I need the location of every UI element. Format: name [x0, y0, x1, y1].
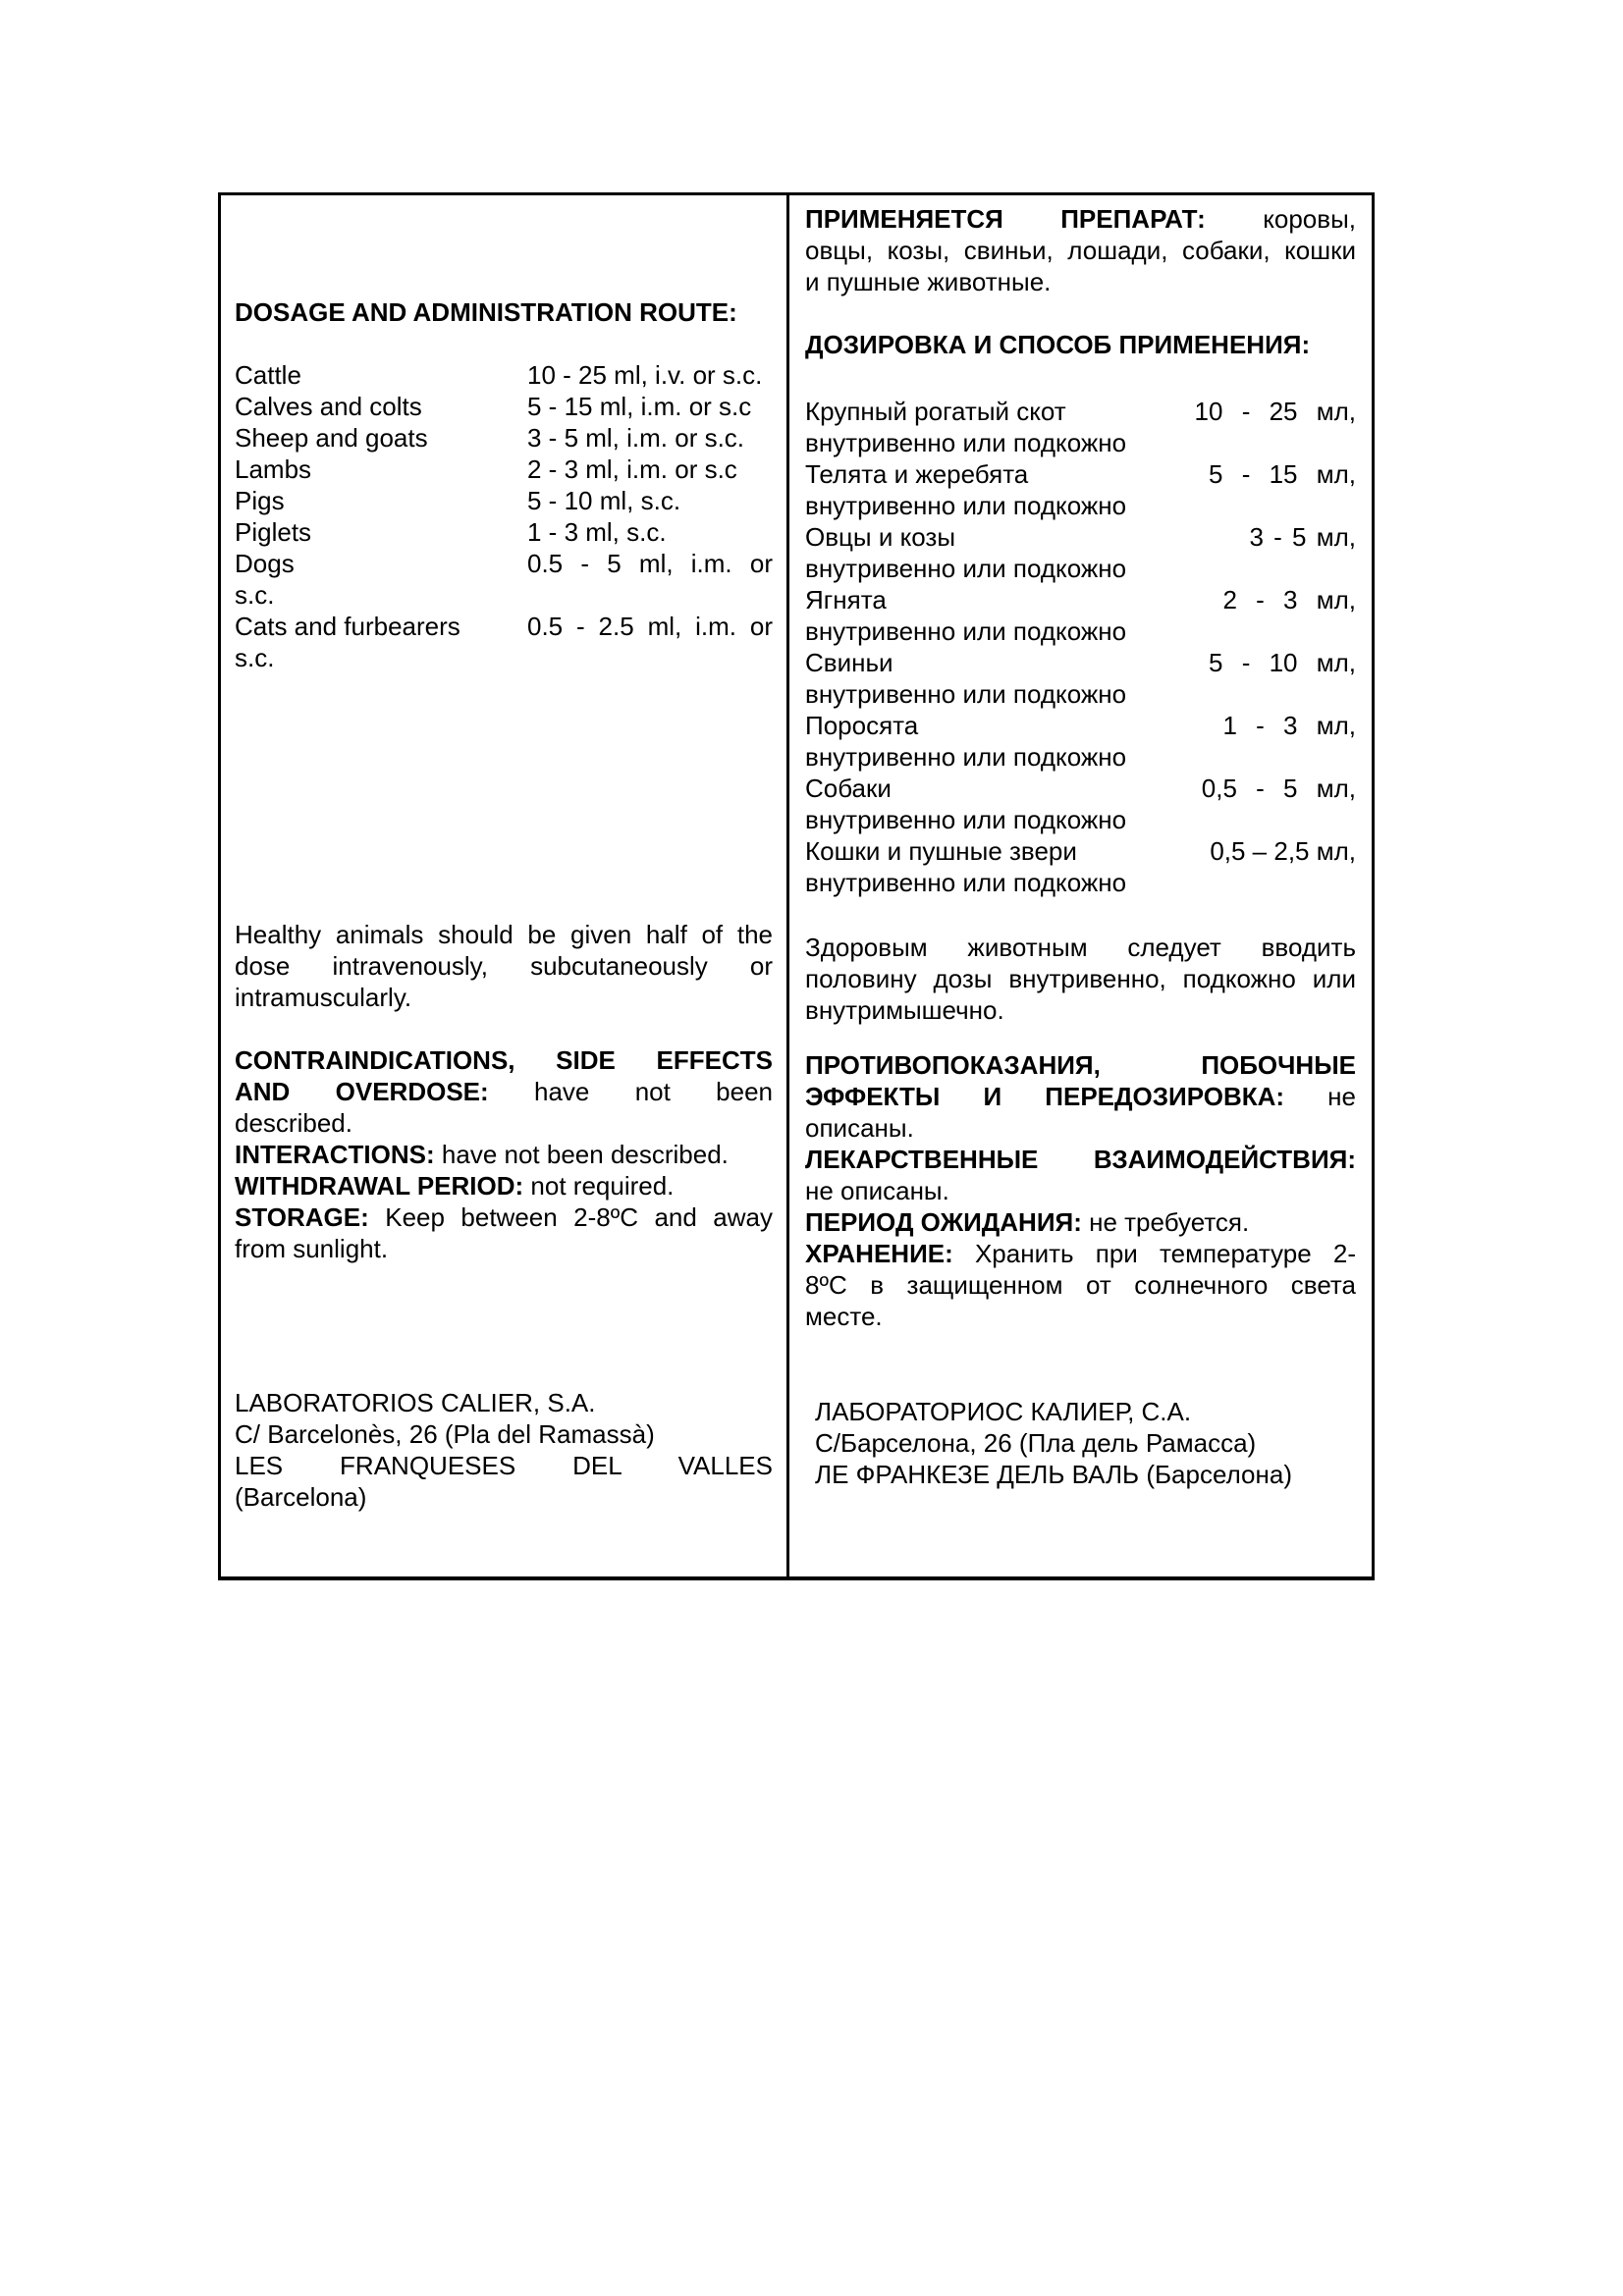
paragraph-line: [805, 1081, 1356, 1112]
address-line: C/ Barcelonès, 26 (Pla del Ramassà): [235, 1419, 655, 1449]
manufacturer-address-en: [235, 1387, 773, 1513]
dose-value: 10 - 25 ml, i.v. or s.c.: [527, 360, 763, 390]
healthy-note-ru: [805, 932, 1356, 1026]
label-table: [218, 192, 1375, 1580]
paragraph-line: описаны.: [805, 1113, 914, 1143]
dose-row: [235, 359, 773, 391]
uses-paragraph-ru: [805, 203, 1356, 297]
interactions-ru: [805, 1144, 1356, 1206]
manufacturer-address-ru: [805, 1396, 1356, 1490]
dose-row: [805, 584, 1356, 615]
dose-row: [805, 521, 1356, 553]
dose-row: [805, 835, 1356, 867]
dose-value: 0,5 – 2,5 мл,: [1210, 836, 1356, 866]
route-note: внутривенно или подкожно: [805, 868, 1127, 897]
dose-row: [235, 454, 773, 485]
address-line: (Barcelona): [235, 1482, 367, 1512]
section-label: WITHDRAWAL PERIOD:: [235, 1171, 524, 1201]
paragraph-line: месте.: [805, 1302, 883, 1331]
dose-value: 1 - 3 ml, s.c.: [527, 517, 667, 547]
paragraph-line: from sunlight.: [235, 1234, 389, 1263]
dosage-heading-en: DOSAGE AND ADMINISTRATION ROUTE:: [235, 297, 737, 327]
dose-value: 0,5 - 5 мл,: [1201, 774, 1356, 803]
paragraph-line: 8ºС в защищенном от солнечного света: [805, 1270, 1356, 1300]
withdrawal-period-ru: [805, 1206, 1356, 1238]
dose-row: [805, 710, 1356, 741]
animal-name: Овцы и козы: [805, 522, 956, 552]
dose-row: [235, 516, 773, 548]
route-note: внутривенно или подкожно: [805, 428, 1127, 457]
section-label: AND OVERDOSE:: [235, 1077, 489, 1106]
section-label: INTERACTIONS:: [235, 1140, 435, 1169]
paragraph-line: Здоровым животным следует вводить: [805, 933, 1356, 962]
storage-ru: [805, 1238, 1356, 1332]
section-text: have not been: [534, 1077, 773, 1106]
dose-row: [805, 647, 1356, 678]
animal-name: Телята и жеребята: [805, 459, 1029, 489]
paragraph-line: intramuscularly.: [235, 983, 412, 1012]
dose-value: 3 - 5 ml, i.m. or s.c.: [527, 423, 745, 453]
animal-name: Cats and furbearers: [235, 612, 460, 641]
dose-row: [805, 773, 1356, 804]
animal-name: Cattle: [235, 360, 301, 390]
paragraph-line: [235, 1076, 773, 1107]
dosage-heading-ru: ДОЗИРОВКА И СПОСОБ ПРИМЕНЕНИЯ:: [805, 330, 1311, 359]
dose-value: 1 - 3 мл,: [1222, 711, 1356, 740]
contraindications-ru: [805, 1049, 1356, 1144]
paragraph-line: Healthy animals should be given half of the: [235, 920, 773, 949]
section-label: STORAGE:: [235, 1202, 369, 1232]
paragraph-line: [235, 1201, 773, 1233]
address-line: С/Барселона, 26 (Пла дель Рамасса): [815, 1428, 1257, 1458]
section-label: ПЕРИОД ОЖИДАНИЯ:: [805, 1207, 1082, 1237]
address-line: ЛЕ ФРАНКЕЗЕ ДЕЛЬ ВАЛЬ (Барселона): [815, 1460, 1292, 1489]
section-text: have not been described.: [441, 1140, 729, 1169]
section-label: ЭФФЕКТЫ И ПЕРЕДОЗИРОВКА:: [805, 1082, 1285, 1111]
dosage-list-ru: [805, 396, 1356, 898]
section-text: не: [1327, 1082, 1356, 1111]
animal-name: Pigs: [235, 486, 285, 515]
paragraph-line: dose intravenously, subcutaneously or: [235, 951, 773, 981]
dose-value: 5 - 10 ml, s.c.: [527, 486, 681, 515]
dose-value: 10 - 25 мл,: [1194, 397, 1356, 426]
address-line: ЛАБОРАТОРИОС КАЛИЕР, С.А.: [815, 1397, 1192, 1426]
section-text: не требуется.: [1089, 1207, 1250, 1237]
dose-value: 3 - 5 мл,: [1249, 522, 1356, 552]
dose-row: [235, 391, 773, 422]
section-text: не описаны.: [805, 1176, 949, 1205]
interactions-en: [235, 1139, 773, 1170]
paragraph-line: и пушные животные.: [805, 267, 1052, 296]
dose-value: 0.5 - 5 ml, i.m. or: [527, 549, 773, 578]
route-note: внутривенно или подкожно: [805, 554, 1127, 583]
section-text: коровы,: [1263, 204, 1356, 234]
route-note: внутривенно или подкожно: [805, 491, 1127, 520]
animal-name: Крупный рогатый скот: [805, 397, 1066, 426]
section-text: not required.: [530, 1171, 675, 1201]
section-label: ЛЕКАРСТВЕННЫЕ ВЗАИМОДЕЙСТВИЯ:: [805, 1145, 1356, 1174]
dose-row: [235, 611, 773, 642]
paragraph-line: ПРОТИВОПОКАЗАНИЯ, ПОБОЧНЫЕ: [805, 1050, 1356, 1080]
dose-value: 5 - 10 мл,: [1209, 648, 1356, 677]
dose-row: [805, 458, 1356, 490]
contraindications-en: [235, 1044, 773, 1139]
dose-value: 5 - 15 мл,: [1209, 459, 1356, 489]
animal-name: Свиньи: [805, 648, 893, 677]
section-text: Хранить при температуре 2-: [974, 1239, 1356, 1268]
dose-row: [805, 396, 1356, 427]
paragraph-line: [805, 1238, 1356, 1269]
dose-row: [235, 485, 773, 516]
dose-value: 5 - 15 ml, i.m. or s.c: [527, 392, 752, 421]
paragraph-line: described.: [235, 1108, 352, 1138]
route-note: внутривенно или подкожно: [805, 805, 1127, 834]
dose-row: [235, 548, 773, 579]
paragraph-line: половину дозы внутривенно, подкожно или: [805, 964, 1356, 993]
dose-value: 0.5 - 2.5 ml, i.m. or: [527, 612, 773, 641]
paragraph-line: внутримышечно.: [805, 995, 1004, 1025]
dose-value: 2 - 3 ml, i.m. or s.c: [527, 454, 737, 484]
withdrawal-period-en: [235, 1170, 773, 1201]
animal-name: Поросята: [805, 711, 919, 740]
section-label: ХРАНЕНИЕ:: [805, 1239, 953, 1268]
dose-continuation: s.c.: [235, 580, 275, 610]
route-note: внутривенно или подкожно: [805, 679, 1127, 709]
animal-name: Piglets: [235, 517, 312, 547]
storage-en: [235, 1201, 773, 1264]
address-line: LABORATORIOS CALIER, S.A.: [235, 1388, 596, 1417]
address-line: LES FRANQUESES DEL VALLES: [235, 1451, 773, 1480]
russian-column: [789, 195, 1372, 1576]
section-text: Keep between 2-8ºC and away: [385, 1202, 774, 1232]
route-note: внутривенно или подкожно: [805, 616, 1127, 646]
paragraph-line: CONTRAINDICATIONS, SIDE EFFECTS: [235, 1045, 773, 1075]
animal-name: Ягнята: [805, 585, 887, 614]
dose-value: 2 - 3 мл,: [1222, 585, 1356, 614]
animal-name: Sheep and goats: [235, 423, 428, 453]
healthy-note-en: [235, 919, 773, 1013]
animal-name: Собаки: [805, 774, 892, 803]
animal-name: Lambs: [235, 454, 312, 484]
animal-name: Dogs: [235, 549, 295, 578]
section-label: ПРИМЕНЯЕТСЯ ПРЕПАРАТ:: [805, 204, 1206, 234]
paragraph-line: овцы, козы, свиньи, лошади, собаки, кошки: [805, 236, 1356, 265]
animal-name: Кошки и пушные звери: [805, 836, 1077, 866]
dose-continuation: s.c.: [235, 643, 275, 672]
route-note: внутривенно или подкожно: [805, 742, 1127, 772]
animal-name: Calves and colts: [235, 392, 422, 421]
dose-row: [235, 422, 773, 454]
paragraph-line: [805, 203, 1356, 235]
dosage-list-en: [235, 359, 773, 673]
english-column: [221, 195, 789, 1576]
